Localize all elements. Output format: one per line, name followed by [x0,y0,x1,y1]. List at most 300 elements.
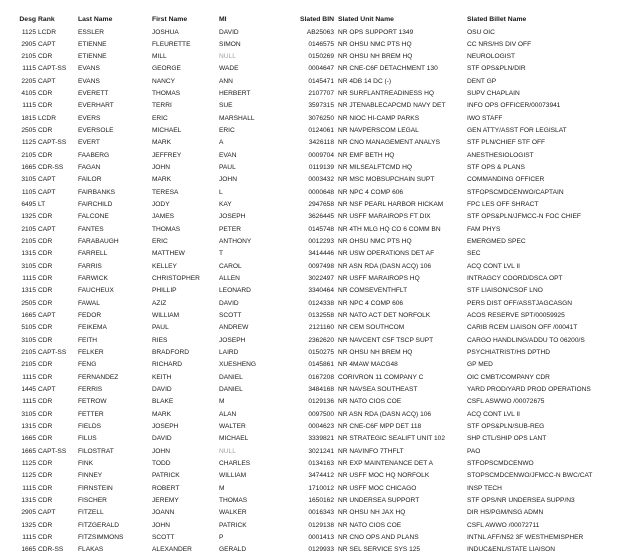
cell-slated-billet-name: CSFL ASWWO /00072675 [467,398,545,406]
cell-slated-unit-name: NR USFF MARAIROPS FT DIX [338,213,431,221]
cell-first-name: JOHN [152,447,170,455]
cell-mi: XUESHENG [219,361,257,369]
cell-rank: CDR [38,127,53,135]
cell-slated-bin: 0003432 [308,176,334,184]
cell-first-name: ERIC [152,238,168,246]
cell-slated-bin: 3626445 [308,213,334,221]
cell-rank: CDR [38,435,53,443]
cell-slated-billet-name: STF OPS/NR UNDERSEA SUPP/N3 [467,496,575,504]
cell-slated-bin: 0150275 [308,349,334,357]
cell-last-name: FARRIS [78,262,102,270]
cell-slated-billet-name: PSYCHIATRIST/HS DPTHD [467,349,551,357]
cell-mi: EVAN [219,151,237,159]
cell-desg: 2905 [21,509,36,517]
cell-first-name: THOMAS [152,90,181,98]
cell-slated-billet-name: CARIB RCEM LIAISON OFF /00041T [467,324,578,332]
cell-mi: SCOTT [219,312,242,320]
table-row [0,100,638,112]
cell-mi: KAY [219,201,232,209]
cell-mi: ANTHONY [219,238,252,246]
cell-last-name: FANTES [78,225,104,233]
cell-slated-billet-name: ACOS RESERVE SPT/00059925 [467,312,565,320]
cell-mi: NULL [219,53,236,61]
table-row [0,125,638,137]
cell-desg: 2105 [21,238,36,246]
cell-slated-unit-name: NR OHSU NH BREM HQ [338,349,413,357]
cell-mi: PETER [219,225,241,233]
cell-slated-unit-name: NR 4MAW MACG48 [338,361,398,369]
cell-first-name: DAVID [152,386,172,394]
cell-mi: PATRICK [219,521,247,529]
cell-first-name: THOMAS [152,225,181,233]
cell-last-name: FALCONE [78,213,109,221]
cell-slated-bin: 2107707 [308,90,334,98]
table-row [0,421,638,433]
cell-desg: 3105 [21,176,36,184]
cell-slated-unit-name: NR ASN RDA (DASN ACQ) 106 [338,262,432,270]
cell-slated-bin: 0145471 [308,77,334,85]
cell-mi: CHARLES [219,459,251,467]
cell-last-name: EVANS [78,65,100,73]
cell-slated-unit-name: NR 4DB 14 DC (-) [338,77,392,85]
cell-rank: CDR [38,262,53,270]
cell-rank: CDR [38,90,53,98]
cell-rank: CDR [38,472,53,480]
cell-first-name: NANCY [152,77,176,85]
cell-last-name: FAUCHEUX [78,287,114,295]
cell-last-name: FITZSIMMONS [78,533,124,541]
cell-rank: LCDR [38,114,56,122]
cell-slated-unit-name: NR CNO MANAGEMENT ANALYS [338,139,440,147]
cell-last-name: FITZGERALD [78,521,120,529]
cell-slated-billet-name: FAM PHYS [467,225,501,233]
cell-slated-billet-name: NEUROLOGIST [467,53,515,61]
cell-slated-unit-name: NR NAVINFO 7THFLT [338,447,404,455]
cell-last-name: FILUS [78,435,97,443]
cell-mi: JOSEPH [219,213,246,221]
cell-desg: 1115 [22,65,36,73]
cell-rank: CAPT [38,225,56,233]
cell-slated-unit-name: NR UNDERSEA SUPPORT [338,496,420,504]
cell-desg: 2105 [21,349,36,357]
cell-slated-billet-name: INFO OPS OFFICER/00073941 [467,102,561,110]
cell-desg: 1315 [21,287,36,295]
cell-first-name: MARK [152,176,172,184]
cell-desg: 1115 [22,398,36,406]
cell-rank: CDR [38,336,53,344]
cell-slated-unit-name: NR NATO CIOS COE [338,521,402,529]
cell-mi: NULL [219,447,236,455]
cell-desg: 1325 [21,213,36,221]
cell-last-name: FISCHER [78,496,107,504]
header-desg: Desg [19,16,36,23]
cell-slated-unit-name: NR OHSU NMC PTS HQ [338,238,412,246]
cell-rank: LCDR [38,28,56,36]
cell-slated-bin: 3021241 [308,447,334,455]
cell-slated-bin: 1650162 [308,496,334,504]
cell-last-name: FIRNSTEIN [78,484,113,492]
cell-mi: PAUL [219,164,236,172]
cell-last-name: FILOSTRAT [78,447,114,455]
cell-desg: 1665 [21,435,36,443]
cell-slated-bin: 0145748 [308,225,334,233]
cell-mi: LAIRD [219,349,239,357]
cell-mi: MICHAEL [219,435,249,443]
cell-rank: CDR [38,250,53,258]
cell-slated-bin: 2121160 [308,324,334,332]
cell-slated-bin: 3414446 [308,250,334,258]
cell-slated-unit-name: NR COMSEVENTHFLT [338,287,408,295]
cell-desg: 2105 [21,361,36,369]
cell-desg: 1665 [21,164,36,172]
cell-slated-bin: 0012293 [308,238,334,246]
cell-slated-unit-name: NR EXP MAINTENANCE DET A [338,459,434,467]
cell-mi: DAVID [219,299,239,307]
table-row [0,248,638,260]
header-mi: MI [219,16,227,23]
table-row [0,446,638,458]
header-first-name: First Name [152,16,188,23]
cell-mi: A [219,139,224,147]
cell-slated-bin: 2362620 [308,336,334,344]
table-row [0,261,638,273]
cell-slated-billet-name: OIC CMBT/COMPANY CDR [467,373,550,381]
table-row [0,359,638,371]
cell-last-name: FARRELL [78,250,108,258]
cell-first-name: KELLEY [152,262,177,270]
cell-rank: CDR [38,238,53,246]
cell-desg: 1815 [21,114,36,122]
cell-slated-bin: 0119139 [308,164,334,172]
cell-slated-unit-name: NR 4TH MLG HQ CO 6 COMM BN [338,225,441,233]
cell-rank: CAPT [38,386,56,394]
cell-mi: WILLIAM [219,472,247,480]
cell-slated-bin: 3597315 [308,102,334,110]
cell-desg: 3105 [21,336,36,344]
cell-rank: CDR [38,213,53,221]
table-row [0,39,638,51]
cell-last-name: FAGAN [78,164,101,172]
cell-desg: 1445 [21,386,36,394]
cell-desg: 1115 [22,533,36,541]
cell-slated-bin: 3484168 [308,386,334,394]
cell-first-name: GEORGE [152,65,181,73]
cell-slated-bin: 0097498 [308,262,334,270]
header-slated-billet-name: Slated Billet Name [467,16,527,23]
cell-last-name: FERNANDEZ [78,373,119,381]
table-row [0,137,638,149]
table-row [0,520,638,532]
cell-slated-unit-name: NR SEL SERVICE SYS 125 [338,546,421,554]
header-slated-unit-name: Slated Unit Name [338,16,394,23]
table-row [0,396,638,408]
header-slated-bin: Slated BIN [300,16,334,23]
cell-slated-billet-name: CSFL AWWO /00072711 [467,521,540,529]
cell-slated-billet-name: GP MED [467,361,493,369]
cell-mi: DANIEL [219,386,243,394]
cell-slated-unit-name: NR CNE-C6F MPP DET 118 [338,423,422,430]
cell-last-name: FELKER [78,349,104,357]
cell-slated-billet-name: INSP TECH [467,484,502,492]
cell-slated-billet-name: ACQ CONT LVL II [467,262,521,270]
cell-desg: 2205 [21,77,36,85]
cell-first-name: JEFFREY [152,151,182,159]
cell-rank: CAPT [38,509,56,517]
cell-slated-bin: 0145861 [308,361,334,369]
cell-slated-billet-name: INTRAGCY COORD/DSCA OPT [467,275,563,283]
cell-slated-unit-name: NR ASN RDA (DASN ACQ) 106 [338,410,432,418]
cell-desg: 1325 [21,521,36,529]
cell-slated-billet-name: STF OPS&PLN/JFMCC-N FOC CHIEF [467,213,581,221]
cell-mi: DAVID [219,28,239,36]
cell-first-name: ALEXANDER [152,546,192,554]
table-row [0,113,638,125]
cell-last-name: ETIENNE [78,40,107,48]
cell-slated-unit-name: NR STRATEGIC SEALIFT UNIT 102 [338,435,445,443]
cell-slated-bin: 3426118 [308,139,334,147]
cell-slated-bin: 0129933 [308,546,334,554]
cell-first-name: MILL [152,53,167,61]
cell-last-name: EVERS [78,114,101,122]
cell-rank: CAPT-SS [38,139,67,147]
cell-mi: LEONARD [219,287,251,295]
cell-mi: WALKER [219,509,247,517]
cell-first-name: PAUL [152,324,169,332]
table-row [0,27,638,39]
cell-rank: CDR [38,275,53,283]
cell-mi: L [219,188,223,196]
cell-desg: 1125 [21,472,36,480]
cell-desg: 1115 [22,373,36,381]
cell-slated-bin: 0124061 [308,127,334,135]
cell-slated-billet-name: SHP CTL/SHIP OPS LANT [467,435,547,443]
cell-first-name: MARK [152,139,172,147]
cell-rank: CAPT-SS [38,349,67,357]
cell-slated-unit-name: NR MILSEALFTCMD HQ [338,164,413,172]
cell-desg: 1665 [21,312,36,320]
cell-slated-bin: 0001413 [308,533,334,541]
cell-slated-unit-name: NR NAVCENT C5F TSCP SUPT [338,336,434,344]
cell-first-name: JOHN [152,164,170,172]
cell-slated-bin: 3339821 [308,435,334,443]
cell-slated-billet-name: DIR HS/PGM/NSG ADMN [467,509,544,517]
cell-last-name: FEITH [78,336,98,344]
cell-first-name: KEITH [152,373,172,381]
cell-slated-unit-name: NR OHSU NMC PTS HQ [338,40,412,48]
cell-last-name: FAIRBANKS [78,188,116,196]
table-row [0,384,638,396]
cell-rank: CAPT [38,188,56,196]
cell-slated-billet-name: COMMANDING OFFICER [467,176,545,184]
cell-rank: CDR [38,423,53,430]
cell-first-name: BRADFORD [152,349,189,357]
cell-first-name: AZIZ [152,299,167,307]
table-row [0,372,638,384]
cell-first-name: PATRICK [152,472,180,480]
cell-desg: 5105 [21,324,36,332]
cell-desg: 1125 [21,459,36,467]
cell-desg: 1665 [21,447,36,455]
cell-slated-bin: 0129136 [308,398,334,406]
cell-last-name: FLAKAS [78,546,104,554]
cell-desg: 2905 [21,40,36,48]
table-row [0,285,638,297]
cell-last-name: FINK [78,459,94,467]
cell-mi: DANIEL [219,373,243,381]
cell-desg: 1315 [21,423,36,430]
cell-mi: HERBERT [219,90,251,98]
cell-slated-billet-name: STF OPS&PLN/DIR [467,65,526,73]
cell-first-name: TERRI [152,102,172,110]
cell-desg: 2105 [21,225,36,233]
cell-desg: 1115 [22,102,36,110]
cell-last-name: FEIKEMA [78,324,107,332]
cell-slated-unit-name: NR CNE-C6F DETACHMENT 130 [338,65,438,73]
cell-first-name: JOANN [152,509,175,517]
cell-slated-bin: 0146575 [308,40,334,48]
cell-last-name: FARWICK [78,275,108,283]
cell-slated-unit-name: NR NATO CIOS COE [338,398,402,406]
cell-slated-billet-name: STF OPS & PLANS [467,164,525,172]
cell-mi: JOHN [219,176,237,184]
cell-slated-bin: AB25063 [306,28,334,36]
cell-desg: 1105 [21,188,36,196]
cell-slated-bin: 0016343 [308,509,334,517]
cell-rank: CDR-SS [38,546,64,554]
cell-mi: ALLEN [219,275,240,283]
cell-rank: CDR [38,373,53,381]
table-row [0,187,638,199]
cell-last-name: FEDOR [78,312,102,320]
cell-slated-billet-name: STOPSCMDCENWO/JFMCC-N BWC/CAT [467,472,593,480]
cell-first-name: JOSEPH [152,423,179,430]
cell-mi: THOMAS [219,496,248,504]
cell-rank: CDR-SS [38,164,64,172]
table-row [0,76,638,88]
cell-mi: ANN [219,77,233,85]
table-row [0,310,638,322]
table-row [0,51,638,63]
cell-last-name: FAABERG [78,151,110,159]
cell-desg: 1665 [21,546,36,554]
cell-slated-billet-name: FPC LES OFF SHRACT [467,201,539,209]
cell-slated-unit-name: NR USFF MARAIROPS HQ [338,275,420,283]
table-row [0,470,638,482]
table-row [0,150,638,162]
cell-slated-billet-name: DENT GP [467,77,497,85]
cell-slated-bin: 0132558 [308,312,334,320]
cell-slated-billet-name: CC NRS/HS DIV OFF [467,40,532,48]
cell-slated-billet-name: ACQ CONT LVL II [467,410,521,418]
cell-slated-unit-name: NR NPC 4 COMP 606 [338,299,404,307]
table-row [0,63,638,75]
cell-slated-unit-name: NR NAVSEA SOUTHEAST [338,386,418,394]
cell-first-name: SCOTT [152,533,175,541]
cell-slated-unit-name: NR NIOC HI-CAMP PARKS [338,114,420,122]
table-row [0,335,638,347]
table-row [0,483,638,495]
cell-slated-bin: 0150269 [308,53,334,61]
cell-first-name: ERIC [152,114,168,122]
cell-first-name: MARK [152,410,172,418]
cell-rank: CDR [38,459,53,467]
cell-desg: 6495 [21,201,36,209]
cell-desg: 3105 [21,410,36,418]
cell-last-name: FERRIS [78,386,103,394]
cell-slated-bin: 0004623 [308,423,334,430]
cell-slated-bin: 3340464 [308,287,334,295]
cell-rank: CDR [38,151,53,159]
header-row [0,14,638,27]
table-row [0,174,638,186]
cell-first-name: JAMES [152,213,174,221]
cell-slated-billet-name: ANESTHESIOLOGIST [467,151,534,159]
cell-first-name: MICHAEL [152,127,182,135]
cell-first-name: CHRISTOPHER [152,275,200,283]
cell-rank: CDR [38,299,53,307]
cell-last-name: ESSLER [78,28,105,36]
cell-mi: ERIC [219,127,235,135]
cell-desg: 1315 [21,496,36,504]
cell-last-name: ETIENNE [78,53,107,61]
cell-first-name: JEREMY [152,496,179,504]
cell-rank: CAPT [38,312,56,320]
cell-mi: WADE [219,65,239,73]
cell-mi: JOSEPH [219,336,246,344]
cell-last-name: FAWAL [78,299,100,307]
cell-desg: 2505 [21,127,36,135]
cell-slated-billet-name: STFOPSCMDCENWO [467,459,534,467]
cell-rank: CAPT [38,40,56,48]
cell-first-name: MATTHEW [152,250,185,258]
cell-mi: T [219,250,224,258]
cell-mi: SIMON [219,40,241,48]
cell-slated-billet-name: OSU OIC [467,28,495,36]
cell-rank: CDR [38,533,53,541]
cell-slated-unit-name: NR SURFLANTREADINESS HQ [338,90,434,98]
cell-mi: MARSHALL [219,114,255,122]
cell-slated-unit-name: NR USFF MOC HQ NORFOLK [338,472,430,480]
table-row [0,409,638,421]
cell-last-name: EVERHART [78,102,114,110]
cell-last-name: EVERSOLE [78,127,114,135]
cell-rank: CAPT-SS [38,65,67,73]
cell-first-name: RICHARD [152,361,183,369]
cell-first-name: BLAKE [152,398,174,406]
cell-rank: CDR [38,496,53,504]
cell-last-name: EVANS [78,77,100,85]
cell-slated-bin: 0000648 [308,188,334,196]
cell-mi: CAROL [219,262,242,270]
cell-rank: CAPT [38,176,56,184]
cell-rank: CDR [38,102,53,110]
cell-desg: 2505 [21,299,36,307]
cell-first-name: TODD [152,459,171,467]
cell-desg: 1315 [21,250,36,258]
table-row [0,273,638,285]
cell-desg: 1125 [21,139,36,147]
cell-slated-unit-name: NR NAVPERSCOM LEGAL [338,127,419,135]
cell-rank: CDR [38,410,53,418]
cell-slated-bin: 0097500 [308,410,334,418]
cell-slated-bin: 0129138 [308,521,334,529]
cell-slated-billet-name: IWO STAFF [467,114,503,122]
cell-slated-billet-name: CARGO HANDLING/ADDU TO 06200/S [467,336,585,344]
cell-slated-bin: 0134163 [308,459,334,467]
cell-slated-unit-name: NR NPC 4 COMP 606 [338,188,404,196]
cell-desg: 2105 [21,151,36,159]
cell-last-name: FENG [78,361,97,369]
